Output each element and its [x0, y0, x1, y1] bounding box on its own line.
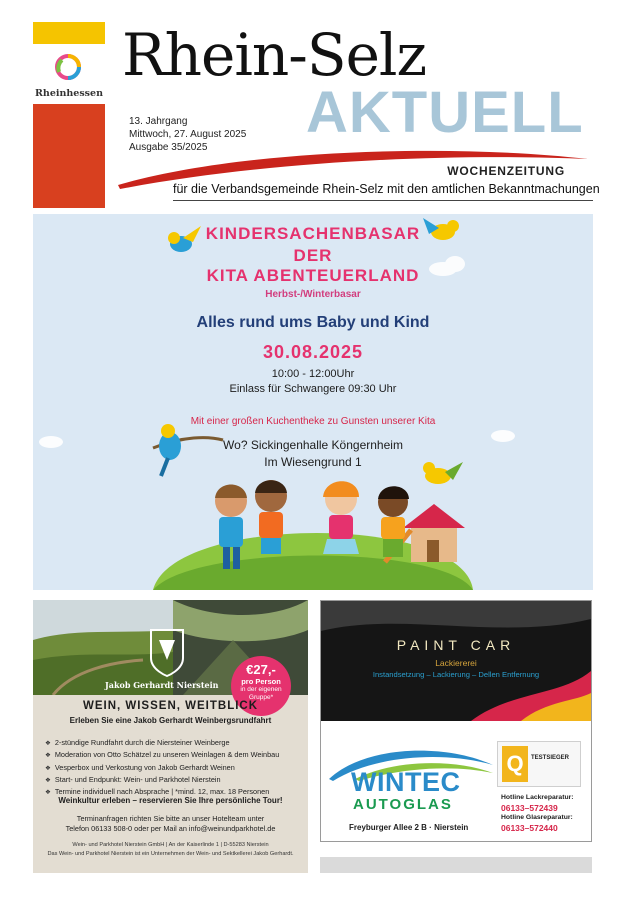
wine-footer-line1: Wein- und Parkhotel Nierstein GmbH | An der Kaiserlinde 1 | D-55283 Nierstein: [72, 842, 269, 848]
poster-tagline: Alles rund ums Baby und Kind: [196, 314, 430, 331]
issue-volume: 13. Jahrgang: [129, 116, 188, 127]
rheinhessen-logo-icon: [55, 54, 81, 80]
poster-early-entry: Einlass für Schwangere 09:30 Uhr: [229, 383, 397, 395]
issue-date: Mittwoch, 27. August 2025: [129, 129, 247, 140]
poster-season: Herbst-/Winterbasar: [265, 289, 361, 300]
hotline-glass-label: Hotline Glasreparatur:: [501, 814, 573, 821]
badge-note: in der eigenen Gruppe*: [240, 686, 282, 701]
masthead-red-band: [33, 104, 105, 208]
testsieger-label: TESTSIEGER: [531, 755, 570, 761]
testsieger-q-icon: Q: [502, 746, 528, 782]
issue-number: Ausgabe 35/2025: [129, 142, 208, 153]
list-item: ❖ Moderation von Otto Schätzel zu unseren Weinlagen & dem Weinbau: [45, 749, 279, 761]
wintec-address: Freyburger Allee 2 B · Nierstein: [349, 823, 469, 832]
poster-location: Wo? Sickingenhalle Köngernheim: [223, 438, 403, 452]
masthead-yellow-band: [33, 22, 105, 44]
newspaper-subtitle: für die Verbandsgemeinde Rhein-Selz mit den amtlichen Bekanntmachungen: [173, 182, 600, 196]
newspaper-type: WOCHENZEITUNG: [447, 164, 565, 178]
wine-cta: Weinkultur erleben – reservieren Sie Ihre persönliche Tour!: [58, 796, 283, 805]
poster-heading-line2: DER: [293, 246, 333, 265]
paint-car-title: PAINT CAR: [396, 637, 516, 653]
wine-contact-line1: Terminanfragen richten Sie bitte an unser Hotelteam unter: [76, 814, 265, 823]
list-item: ❖ Start- und Endpunkt: Wein- und Parkhotel Nierstein: [45, 774, 279, 786]
rheinhessen-logo-text: Rheinhessen: [35, 88, 103, 99]
poster-heading-line3: KITA ABENTEUERLAND: [206, 266, 420, 285]
testsieger-seal: [497, 741, 581, 787]
badge-price: €27,-: [246, 662, 276, 677]
ad-placeholder-bar: [320, 857, 592, 873]
paint-car-subtitle: Lackiererei: [435, 658, 477, 668]
list-item: ❖ 2-stündige Rundfahrt durch die Niersteiner Weinberge: [45, 737, 279, 749]
kindersachenbasar-poster: [33, 214, 593, 590]
wintec-logo: WINTEC: [351, 767, 461, 797]
newspaper-title-aktuell: AKTUELL: [306, 80, 584, 145]
hotline-paint-label: Hotline Lackreparatur:: [501, 794, 574, 801]
poster-cake-note: Mit einer großen Kuchentheke zu Gunsten unserer Kita: [190, 416, 436, 427]
wine-headline: Erleben Sie eine Jakob Gerhardt Weinbergsrundfahrt: [69, 716, 272, 725]
poster-time: 10:00 - 12:00Uhr: [271, 368, 355, 380]
poster-heading-line1: KINDERSACHENBASAR: [205, 224, 421, 243]
wintec-subtitle: AUTOGLAS: [353, 796, 453, 813]
paint-car-wintec-ad: [320, 600, 592, 842]
wine-feature-list: [45, 737, 279, 798]
rheinhessen-logo: [33, 44, 105, 104]
newspaper-title: Rhein-Selz: [122, 21, 427, 89]
hotline-paint-number: 06133–572439: [501, 803, 558, 813]
list-item: ❖ Vesperbox und Verkostung von Jakob Gerhardt Weinen: [45, 762, 279, 774]
list-item: ❖ Termine individuell nach Absprache | *mind. 12, max. 18 Personen: [45, 786, 279, 798]
poster-date: 30.08.2025: [262, 342, 364, 362]
wine-footer-line2: Das Wein- und Parkhotel Nierstein ist ein Unternehmen der Wein- und Sektkellerei Jakob Gerhardt.: [47, 851, 294, 857]
poster-street: Im Wiesengrund 1: [264, 455, 362, 469]
badge-unit: pro Person: [241, 677, 281, 686]
wine-contact-line2: Telefon 06133 508-0 oder per Mail an info@weinundparkhotel.de: [65, 824, 276, 833]
paint-car-banner: [321, 601, 591, 721]
wine-slogan: WEIN, WISSEN, WEITBLICK: [82, 700, 259, 712]
child-icon: [323, 481, 359, 554]
hotel-name: Jakob Gerhardt Nierstein: [105, 680, 219, 690]
hotline-glass-number: 06133–572440: [501, 823, 558, 833]
subtitle-rule: [173, 200, 593, 201]
paint-car-services: Instandsetzung – Lackierung – Dellen Entfernung: [372, 670, 540, 679]
jakob-gerhardt-ad: [33, 600, 308, 873]
